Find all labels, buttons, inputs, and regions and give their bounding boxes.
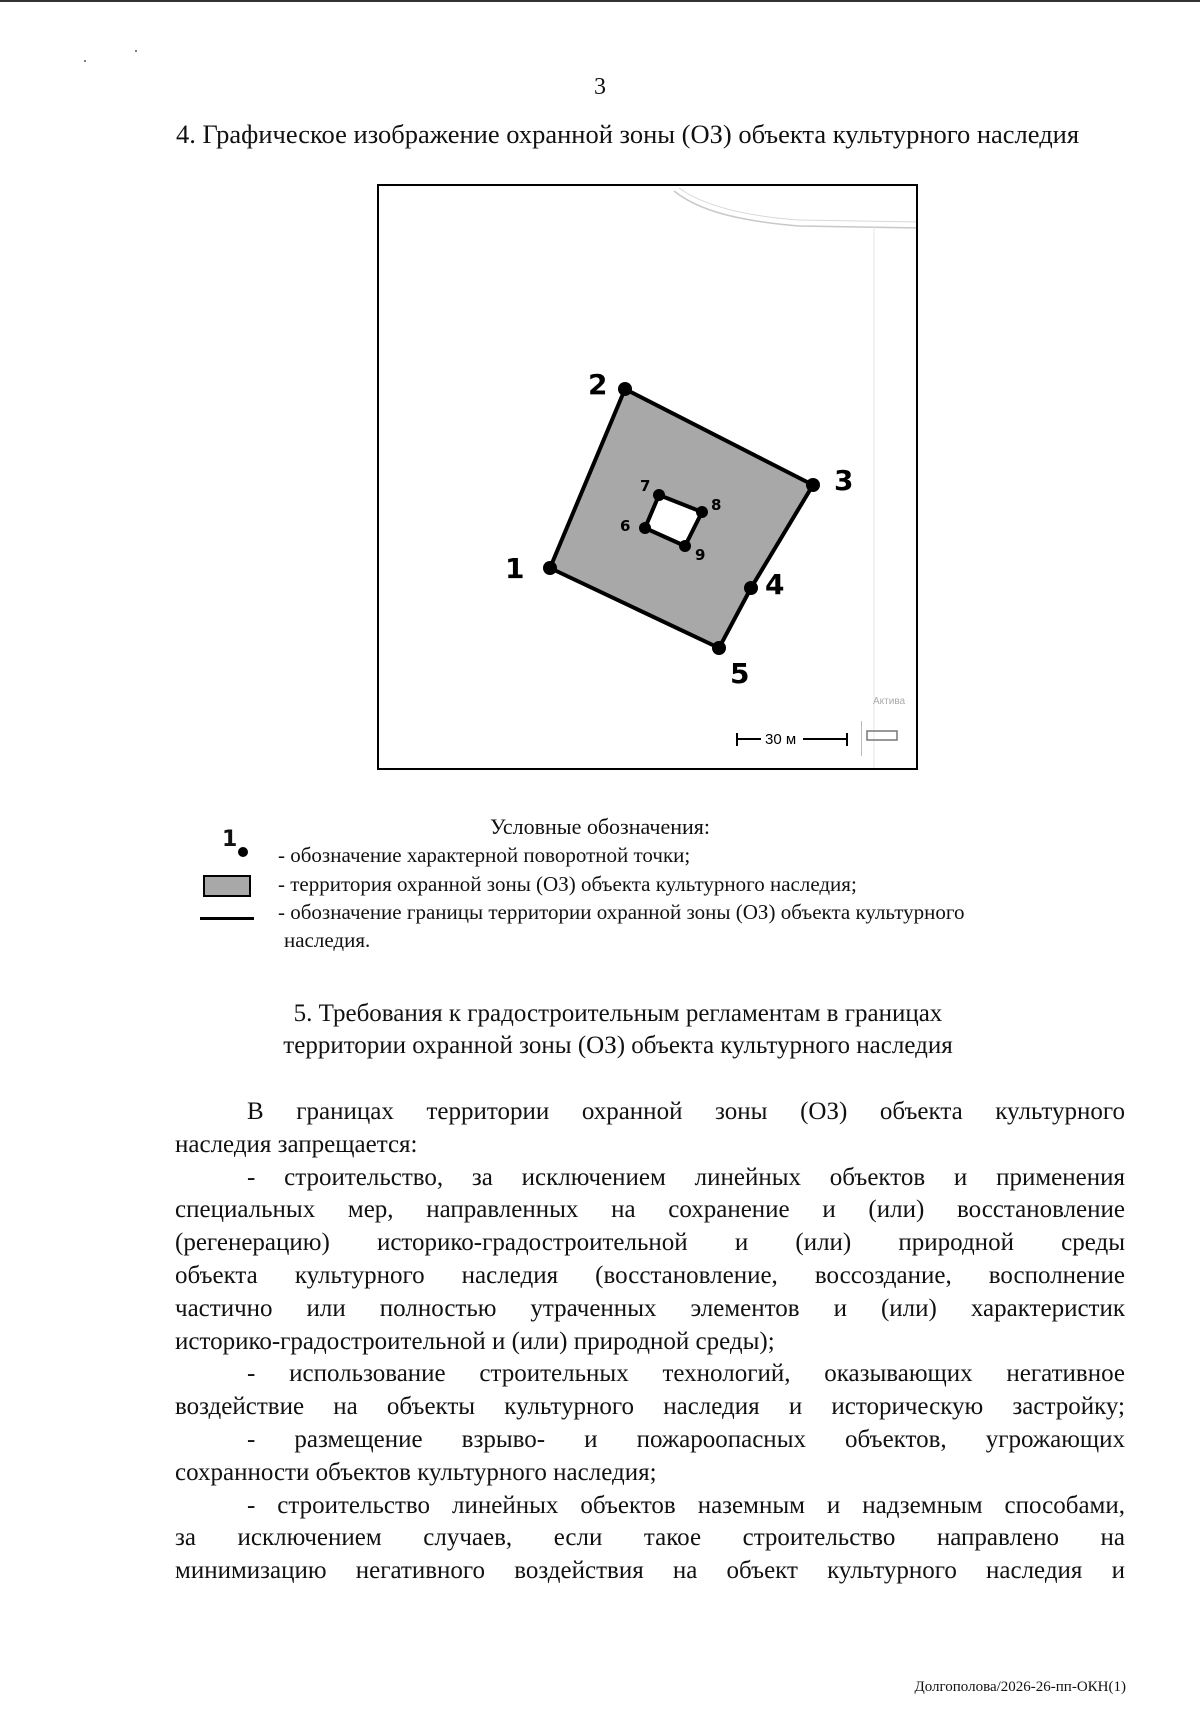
point-label-7: 7 <box>640 477 651 495</box>
turning-point-4 <box>744 581 758 595</box>
page-number: 3 <box>594 74 606 100</box>
road-line <box>679 188 918 222</box>
turning-point-1 <box>543 561 557 575</box>
body-line: - строительство, за исключением линейных объектов и применения <box>247 1163 1125 1191</box>
section-5-heading-line2: территории охранной зоны (ОЗ) объекта культурного наследия <box>283 1032 953 1059</box>
legend-item-boundary: - обозначение границы территории охранной зоны (ОЗ) объекта культурного <box>278 900 965 924</box>
scale-bar <box>737 731 847 748</box>
body-line: частично или полностью утраченных элементов и (или) характеристик <box>175 1294 1125 1322</box>
road-line <box>674 191 918 228</box>
body-line: В границах территории охранной зоны (ОЗ) объекта культурного <box>247 1098 1125 1125</box>
body-line: историко-градостроительной и (или) природной среды); <box>175 1327 775 1355</box>
point-label-6: 6 <box>620 517 631 535</box>
legend-point-dot-icon <box>238 847 248 857</box>
turning-point-5 <box>712 641 726 655</box>
map-control-icon <box>867 731 897 740</box>
turning-point-7 <box>653 489 665 501</box>
turning-point-6 <box>639 522 651 534</box>
legend-item-zone: - территория охранной зоны (ОЗ) объекта культурного наследия; <box>278 872 857 896</box>
body-line: минимизацию негативного воздействия на объект культурного наследия и <box>175 1557 1125 1585</box>
point-label-8: 8 <box>711 496 722 514</box>
legend-line-symbol <box>200 917 254 920</box>
scan-speck <box>84 60 86 62</box>
body-line: специальных мер, направленных на сохранение и (или) восстановление <box>175 1196 1125 1224</box>
body-line: за исключением случаев, если такое строительство направлено на <box>175 1524 1125 1552</box>
legend-item-point: - обозначение характерной поворотной точки; <box>278 843 691 867</box>
body-line: воздействие на объекты культурного наследия и историческую застройку; <box>175 1393 1125 1421</box>
point-label-5: 5 <box>730 657 750 690</box>
point-label-4: 4 <box>765 568 785 601</box>
legend-title: Условные обозначения: <box>489 814 711 839</box>
turning-point-3 <box>806 478 820 492</box>
protection-zone-map <box>377 184 918 770</box>
body-line: - строительство линейных объектов наземным и надземным способами, <box>247 1491 1125 1519</box>
scan-speck <box>135 50 137 52</box>
legend-point-number: 1 <box>222 827 238 852</box>
body-line: сохранности объектов культурного наследия; <box>175 1458 657 1486</box>
legend-point-symbol <box>222 827 254 861</box>
turning-point-9 <box>679 540 691 552</box>
body-line: (регенерацию) историко-градостроительной и (или) природной среды <box>175 1229 1125 1257</box>
point-label-2: 2 <box>588 368 608 401</box>
body-line: - размещение взрыво- и пожароопасных объектов, угрожающих <box>247 1425 1125 1453</box>
legend-item-boundary-cont: наследия. <box>284 928 371 952</box>
body-line: наследия запрещается: <box>175 1130 418 1158</box>
turning-point-8 <box>696 506 708 518</box>
point-label-3: 3 <box>834 464 854 497</box>
watermark-text: Актива <box>873 696 906 707</box>
legend-fill-swatch <box>203 875 251 897</box>
point-label-1: 1 <box>505 552 525 585</box>
section-4-heading: 4. Графическое изображение охранной зоны (ОЗ) объекта культурного наследия <box>176 119 1080 149</box>
page-top-border <box>0 0 1200 2</box>
section-5-heading-line1: 5. Требования к градостроительным регламентам в границах <box>293 1000 943 1027</box>
scale-label: 30 м <box>765 731 797 748</box>
point-label-9: 9 <box>695 546 706 564</box>
body-line: объекта культурного наследия (восстановление, воссоздание, восполнение <box>175 1261 1125 1289</box>
body-line: - использование строительных технологий, оказывающих негативное <box>247 1360 1125 1388</box>
turning-point-2 <box>618 382 632 396</box>
map-svg <box>379 186 918 770</box>
body-text <box>175 1096 1125 1588</box>
document-footer-code: Долгополова/2026-26-пп-ОКН(1) <box>914 1679 1126 1695</box>
faint-map-line <box>861 721 862 756</box>
